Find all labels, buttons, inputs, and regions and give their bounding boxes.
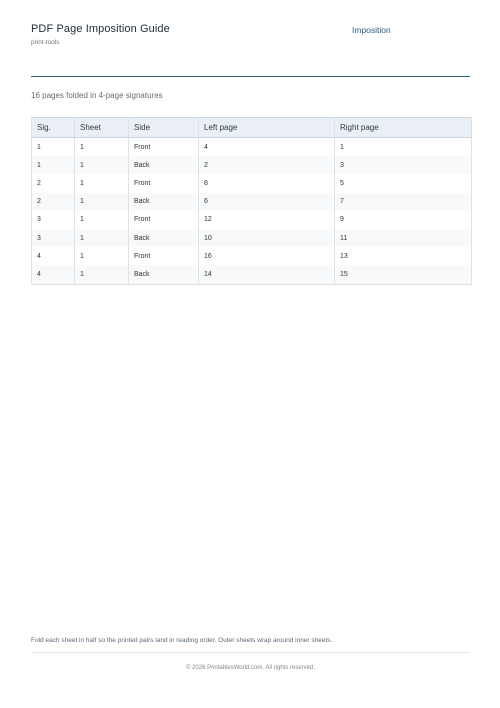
page-subtitle: print-tools	[31, 39, 60, 46]
cell-signature: 1	[32, 138, 75, 157]
page-title: PDF Page Imposition Guide	[31, 23, 170, 35]
column-header-signature: Sig.	[32, 118, 75, 138]
cell-signature: 1	[32, 156, 75, 174]
cell-left-page: 4	[199, 138, 335, 157]
cell-side: Back	[129, 193, 199, 211]
cell-left-page: 12	[199, 211, 335, 229]
header-divider	[31, 76, 470, 77]
page-header	[31, 22, 470, 47]
table-header-row	[32, 118, 472, 138]
cell-right-page: 1	[335, 138, 472, 157]
cell-sheet: 1	[75, 156, 129, 174]
cell-left-page: 2	[199, 156, 335, 174]
cell-right-page: 3	[335, 156, 472, 174]
column-header-sheet: Sheet	[75, 118, 129, 138]
cell-side: Back	[129, 156, 199, 174]
cell-sheet: 1	[75, 247, 129, 265]
table-row	[32, 138, 472, 157]
imposition-link[interactable]: Imposition	[352, 25, 391, 35]
table-row	[32, 211, 472, 229]
column-header-right-page: Right page	[335, 118, 472, 138]
table-row	[32, 247, 472, 265]
cell-sheet: 1	[75, 174, 129, 192]
cell-side: Back	[129, 229, 199, 247]
column-header-left-page: Left page	[199, 118, 335, 138]
cell-sheet: 1	[75, 193, 129, 211]
cell-sheet: 1	[75, 265, 129, 284]
cell-left-page: 6	[199, 193, 335, 211]
cell-sheet: 1	[75, 211, 129, 229]
table-row	[32, 156, 472, 174]
folding-note: Fold each sheet in half so the printed pairs land in reading order. Outer sheets wrap around inner sheets.	[31, 637, 333, 644]
cell-signature: 3	[32, 211, 75, 229]
table-header	[32, 118, 472, 138]
cell-left-page: 10	[199, 229, 335, 247]
cell-signature: 2	[32, 193, 75, 211]
cell-right-page: 5	[335, 174, 472, 192]
cell-left-page: 8	[199, 174, 335, 192]
cell-left-page: 16	[199, 247, 335, 265]
table-row	[32, 265, 472, 284]
cell-signature: 4	[32, 265, 75, 284]
cell-signature: 4	[32, 247, 75, 265]
cell-right-page: 11	[335, 229, 472, 247]
cell-side: Front	[129, 247, 199, 265]
cell-right-page: 9	[335, 211, 472, 229]
cell-right-page: 7	[335, 193, 472, 211]
cell-side: Front	[129, 211, 199, 229]
cell-signature: 3	[32, 229, 75, 247]
footer-divider	[31, 652, 470, 653]
cell-sheet: 1	[75, 229, 129, 247]
table-row	[32, 174, 472, 192]
cell-side: Back	[129, 265, 199, 284]
cell-signature: 2	[32, 174, 75, 192]
cell-side: Front	[129, 138, 199, 157]
column-header-side: Side	[129, 118, 199, 138]
cell-sheet: 1	[75, 138, 129, 157]
copyright-notice: © 2026 PrintablesWorld.com. All rights reserved.	[185, 665, 316, 671]
table-row	[32, 229, 472, 247]
cell-right-page: 15	[335, 265, 472, 284]
cell-side: Front	[129, 174, 199, 192]
table-row	[32, 193, 472, 211]
table-body	[32, 138, 472, 285]
cell-left-page: 14	[199, 265, 335, 284]
summary-text: 16 pages folded in 4-page signatures	[31, 91, 163, 100]
imposition-table	[31, 117, 472, 285]
cell-right-page: 13	[335, 247, 472, 265]
